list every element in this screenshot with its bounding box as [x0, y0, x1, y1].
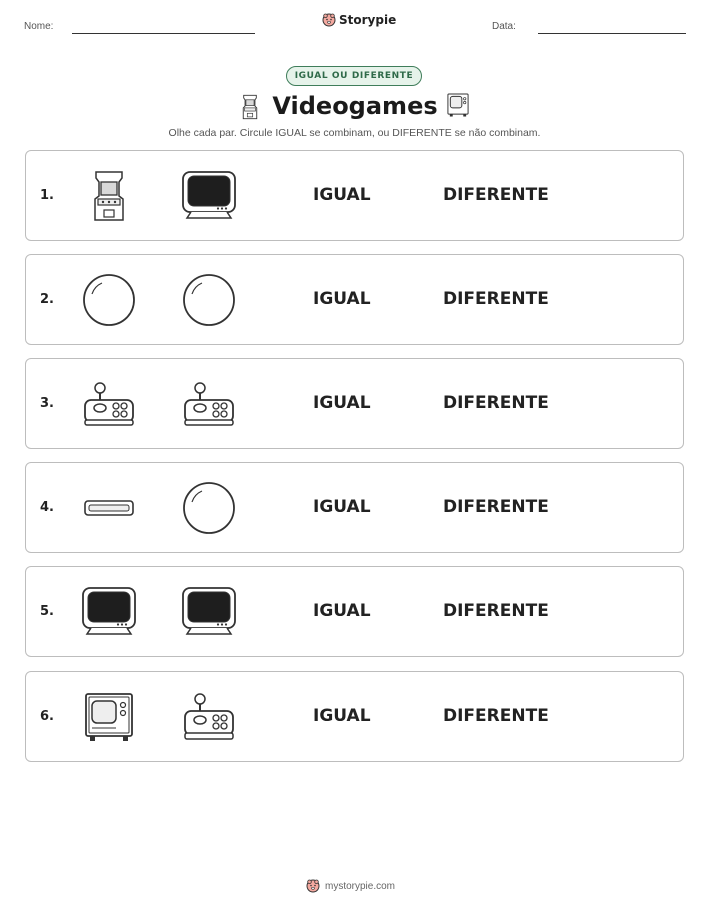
left-picture: [80, 272, 138, 328]
crt-monitor-icon: [180, 168, 238, 224]
different-option[interactable]: DIFERENTE: [443, 393, 549, 413]
left-picture: [80, 168, 138, 224]
left-picture: [80, 376, 138, 432]
question-row-4: [25, 462, 684, 553]
name-label: Nome:: [24, 21, 54, 32]
different-option[interactable]: DIFERENTE: [443, 497, 549, 517]
right-picture: [180, 480, 238, 536]
same-option[interactable]: IGUAL: [313, 289, 371, 309]
same-option[interactable]: IGUAL: [313, 601, 371, 621]
arcade-cabinet-icon: [80, 168, 138, 224]
brand-logo: [322, 13, 396, 27]
question-number: 2.: [40, 292, 54, 307]
question-row-6: [25, 671, 684, 762]
page-title: Videogames: [272, 92, 438, 120]
game-cartridge-icon: [80, 480, 138, 536]
question-row-1: [25, 150, 684, 241]
instructions: Olhe cada par. Circule IGUAL se combinam, ou DIFERENTE se não combinam.: [168, 127, 541, 139]
different-option[interactable]: DIFERENTE: [443, 706, 549, 726]
question-row-5: [25, 566, 684, 657]
same-option[interactable]: IGUAL: [313, 185, 371, 205]
right-picture: [180, 584, 238, 640]
storypie-mascot-icon: [322, 13, 336, 27]
crt-monitor-icon: [80, 584, 138, 640]
worksheet-type-badge: IGUAL OU DIFERENTE: [286, 66, 422, 86]
date-label: Data:: [492, 21, 516, 32]
question-number: 6.: [40, 709, 54, 724]
name-line[interactable]: [72, 33, 255, 34]
joystick-icon: [80, 376, 138, 432]
ball-icon: [180, 480, 238, 536]
same-option[interactable]: IGUAL: [313, 706, 371, 726]
joystick-icon: [180, 689, 238, 745]
left-picture: [80, 584, 138, 640]
left-picture: [80, 480, 138, 536]
question-row-3: [25, 358, 684, 449]
ball-icon: [80, 272, 138, 328]
right-picture: [180, 168, 238, 224]
brand-name: Storypie: [339, 13, 397, 27]
footer-url[interactable]: mystorypie.com: [325, 880, 396, 892]
ball-icon: [180, 272, 238, 328]
arcade-cabinet-icon: [241, 92, 259, 122]
left-picture: [80, 689, 138, 745]
storypie-mascot-icon: [306, 879, 320, 893]
right-picture: [180, 376, 238, 432]
retro-tv-icon: [446, 92, 470, 118]
footer: [306, 879, 395, 893]
crt-monitor-icon: [180, 584, 238, 640]
different-option[interactable]: DIFERENTE: [443, 289, 549, 309]
same-option[interactable]: IGUAL: [313, 497, 371, 517]
different-option[interactable]: DIFERENTE: [443, 601, 549, 621]
retro-tv-icon: [80, 689, 138, 745]
joystick-icon: [180, 376, 238, 432]
right-picture: [180, 272, 238, 328]
right-picture: [180, 689, 238, 745]
question-number: 3.: [40, 396, 54, 411]
question-number: 5.: [40, 604, 54, 619]
question-row-2: [25, 254, 684, 345]
question-number: 4.: [40, 500, 54, 515]
question-number: 1.: [40, 188, 54, 203]
same-option[interactable]: IGUAL: [313, 393, 371, 413]
different-option[interactable]: DIFERENTE: [443, 185, 549, 205]
date-line[interactable]: [538, 33, 686, 34]
